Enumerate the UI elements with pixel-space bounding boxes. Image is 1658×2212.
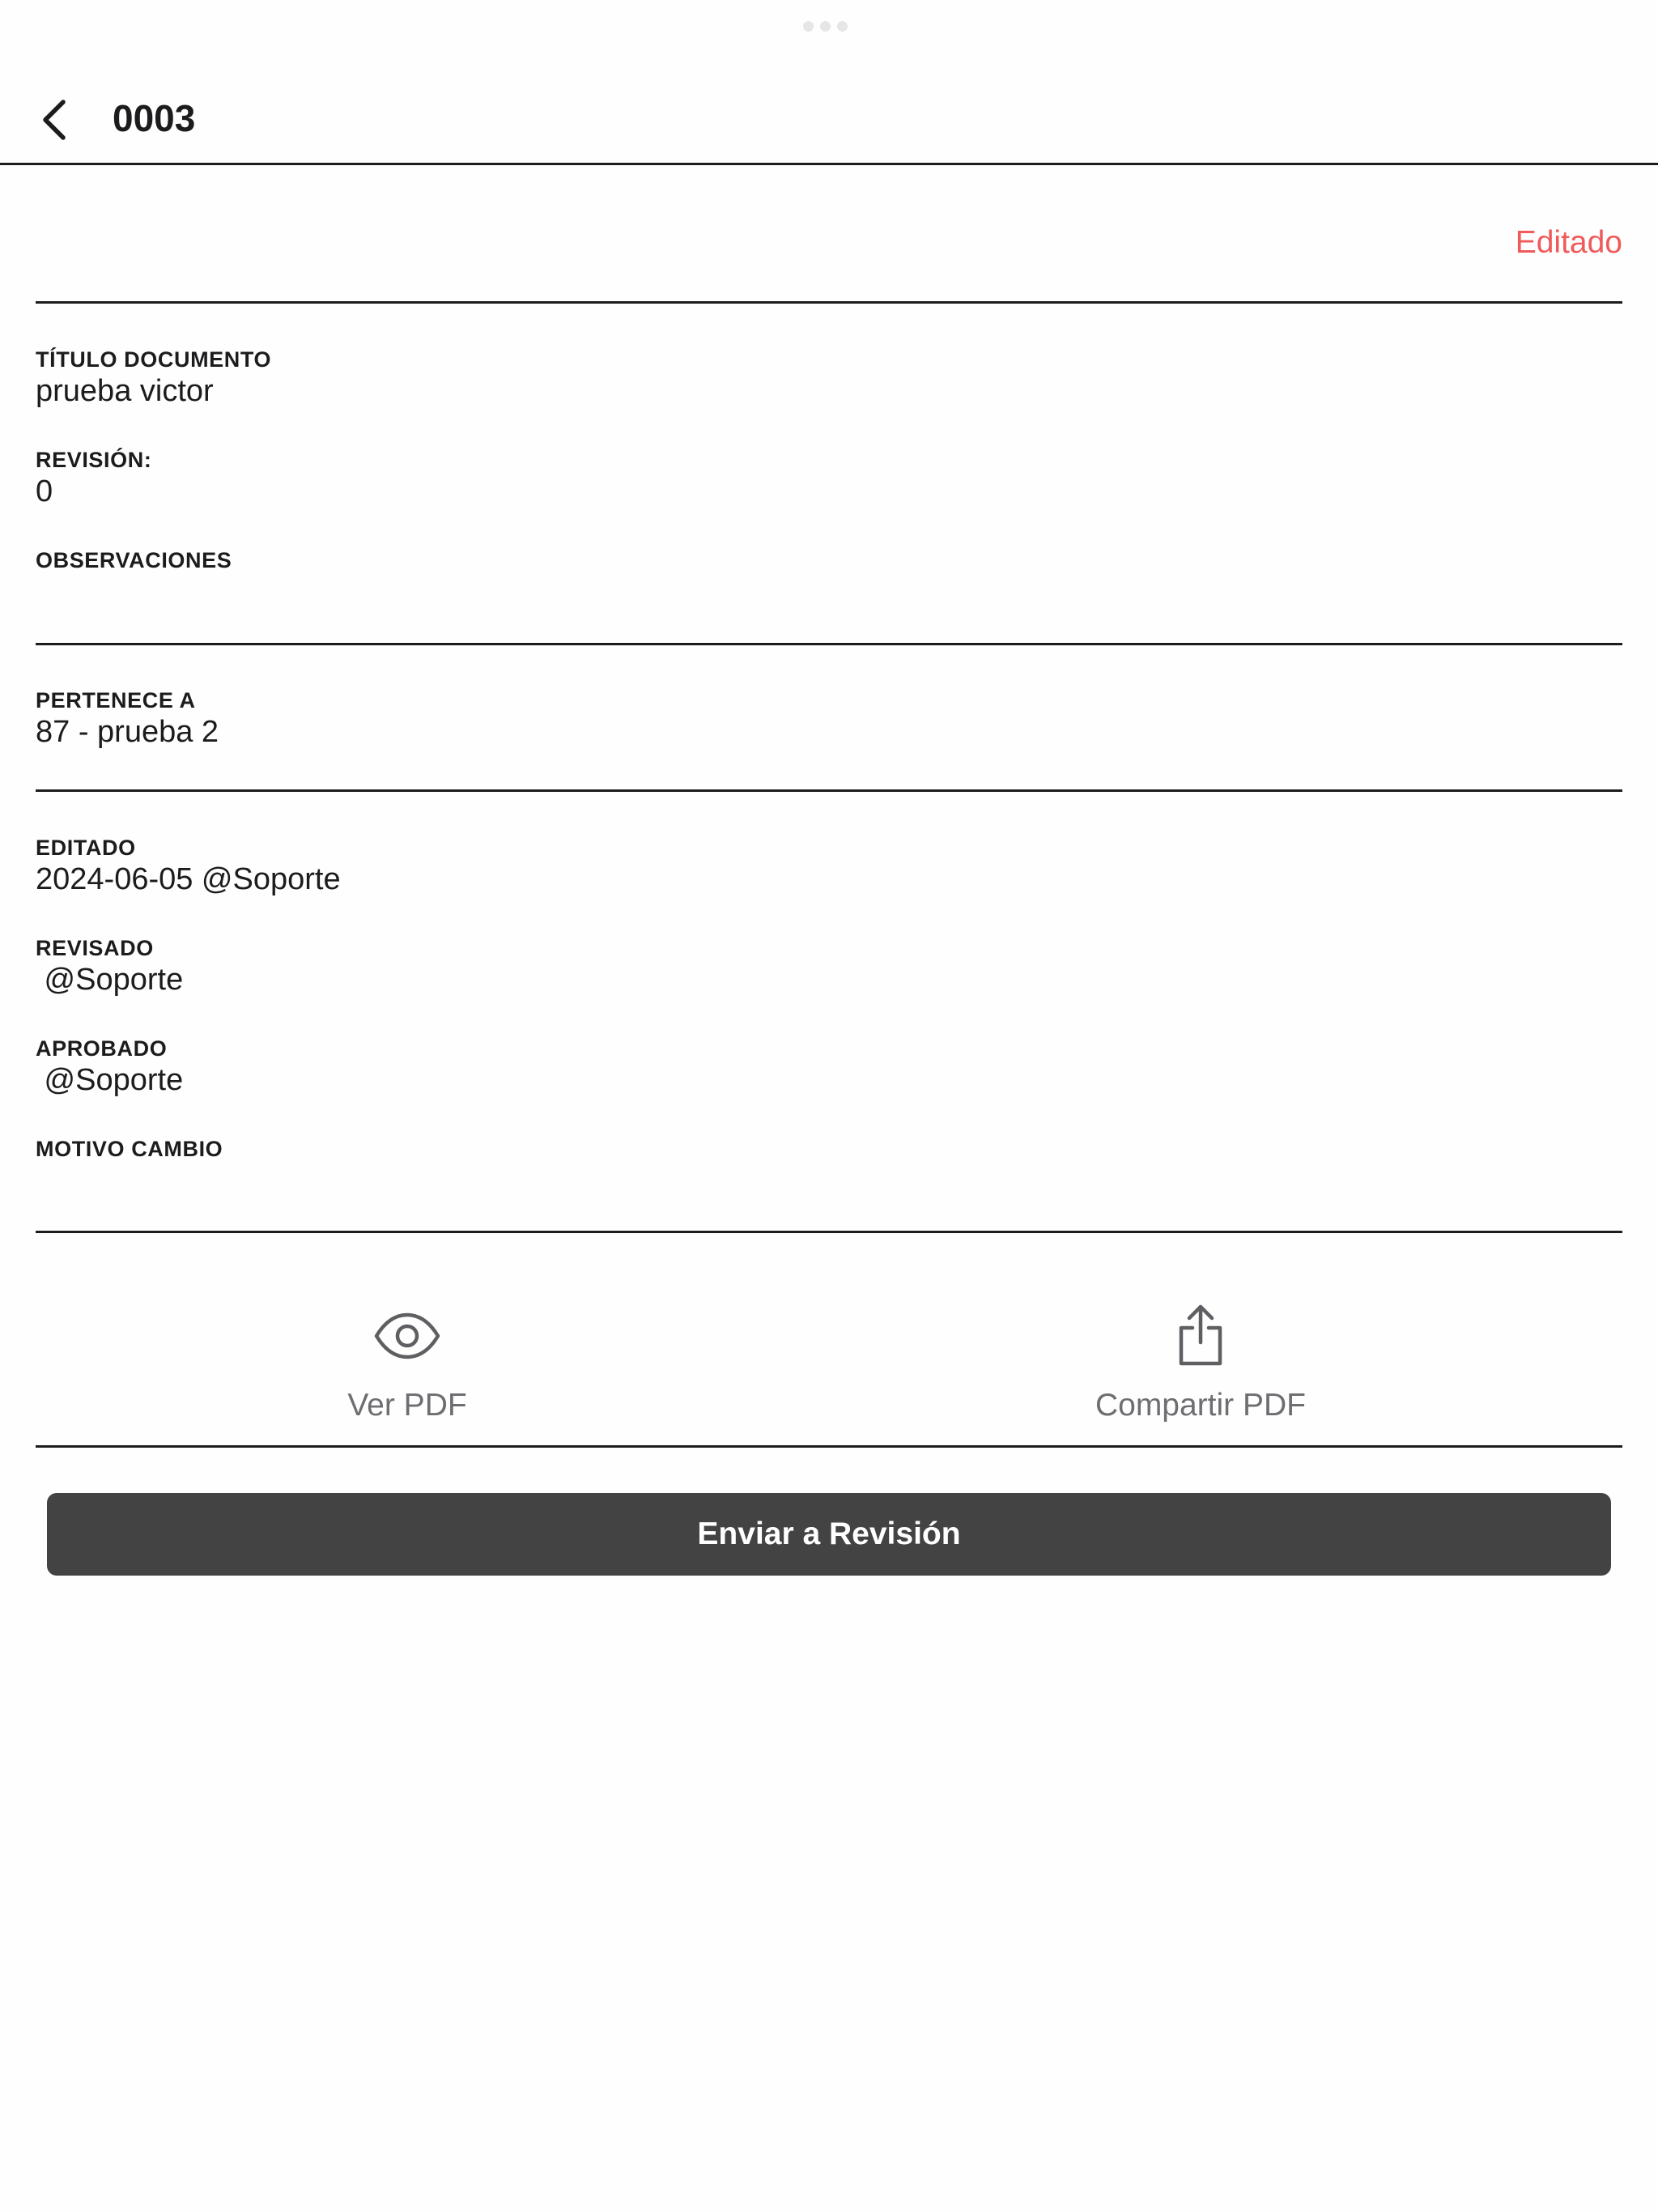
document-title-value: prueba victor bbox=[36, 374, 214, 408]
navigation-bar bbox=[0, 0, 1658, 165]
share-pdf-label: Compartir PDF bbox=[1095, 1388, 1307, 1423]
reviewed-label: REVISADO bbox=[36, 936, 154, 960]
view-pdf-label: Ver PDF bbox=[347, 1388, 467, 1423]
view-pdf-button[interactable] bbox=[237, 1295, 577, 1433]
reviewed-value: @Soporte bbox=[36, 963, 184, 997]
observations-label: OBSERVACIONES bbox=[36, 548, 232, 572]
approved-value: @Soporte bbox=[36, 1063, 184, 1097]
divider bbox=[36, 643, 1622, 645]
belongs-to-label: PERTENECE A bbox=[36, 688, 196, 713]
edited-label: EDITADO bbox=[36, 836, 136, 860]
revision-value: 0 bbox=[36, 474, 53, 508]
share-pdf-button[interactable] bbox=[1031, 1295, 1371, 1433]
divider bbox=[36, 301, 1622, 304]
approved-label: APROBADO bbox=[36, 1036, 168, 1061]
eye-icon bbox=[373, 1312, 441, 1360]
document-title-label: TÍTULO DOCUMENTO bbox=[36, 347, 272, 372]
change-reason-label: MOTIVO CAMBIO bbox=[36, 1137, 223, 1161]
send-to-review-button[interactable]: Enviar a Revisión bbox=[47, 1493, 1611, 1576]
divider bbox=[36, 1445, 1622, 1448]
edited-value: 2024-06-05 @Soporte bbox=[36, 862, 341, 896]
revision-label: REVISIÓN: bbox=[36, 448, 152, 472]
belongs-to-value: 87 - prueba 2 bbox=[36, 715, 219, 749]
share-icon bbox=[1175, 1302, 1226, 1367]
divider bbox=[36, 789, 1622, 792]
divider bbox=[36, 1231, 1622, 1233]
status-label: Editado bbox=[1515, 225, 1622, 260]
back-button[interactable] bbox=[36, 94, 78, 146]
chevron-left-icon bbox=[36, 94, 78, 146]
page-title: 0003 bbox=[113, 97, 196, 139]
